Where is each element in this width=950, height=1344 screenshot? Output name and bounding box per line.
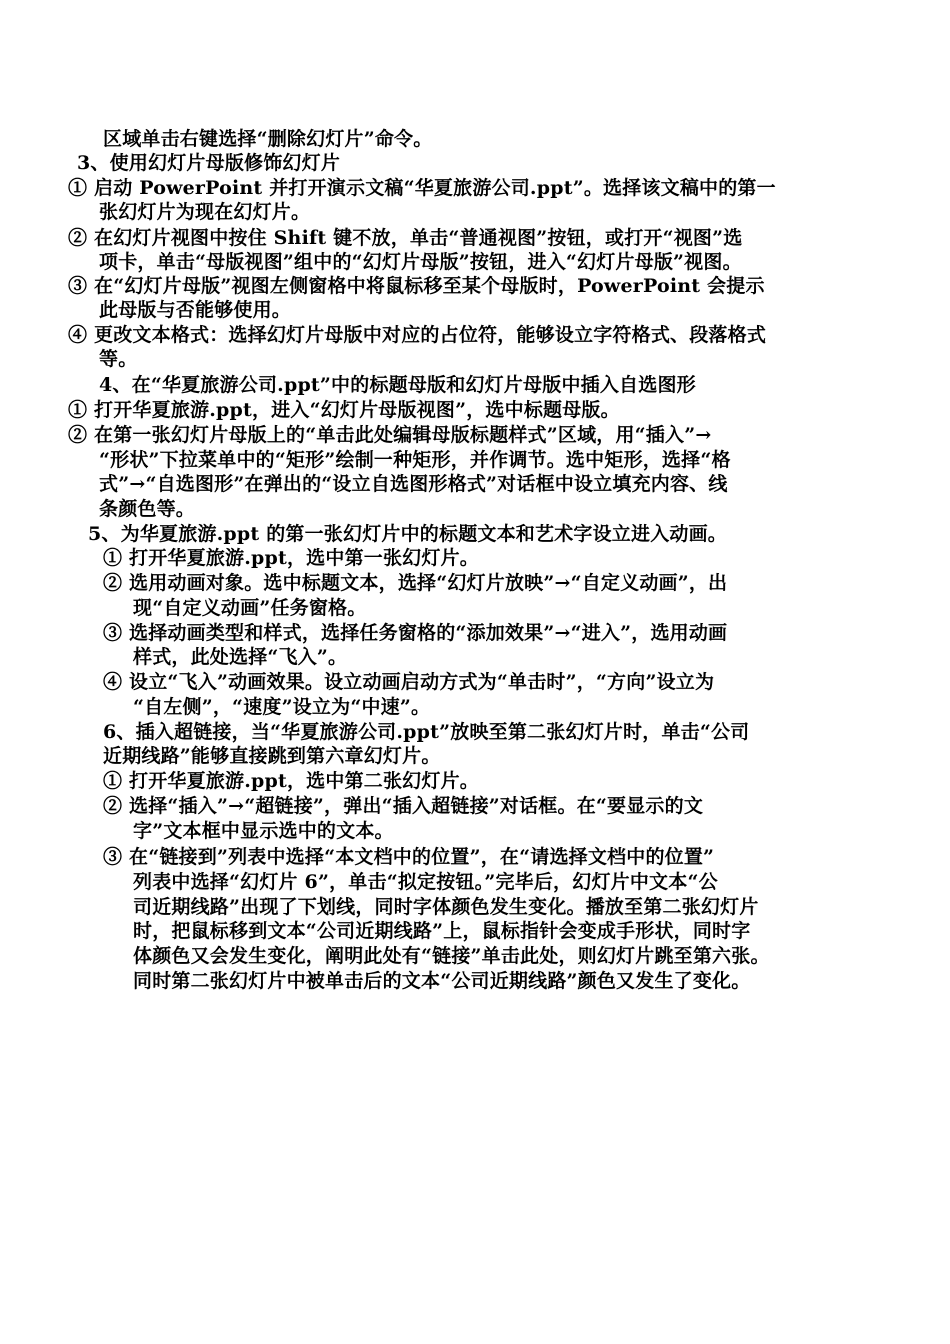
list-item: ④ 设立“飞入”动画效果。设立动画启动方式为“单击时”，“方向”设立为 — [103, 671, 715, 693]
text-line: 张幻灯片为现在幻灯片。 — [99, 201, 311, 223]
list-item: ① 启动 PowerPoint 并打开演示文稿“华夏旅游公司.ppt”。选择该文稿中的第一 — [68, 177, 776, 199]
section-heading: 6、插入超链接，当“华夏旅游公司.ppt”放映至第二张幻灯片时，单击“公司 — [103, 721, 750, 743]
text-line: 字”文本框中显示选中的文本。 — [133, 820, 394, 842]
text-line: 同时第二张幻灯片中被单击后的文本“公司近期线路”颜色又发生了变化。 — [133, 970, 751, 992]
section-heading: 4、在“华夏旅游公司.ppt”中的标题母版和幻灯片母版中插入自选图形 — [99, 374, 696, 396]
text-line: 现“自定义动画”任务窗格。 — [133, 597, 367, 619]
list-item: ③ 在“幻灯片母版”视图左侧窗格中将鼠标移至某个母版时，PowerPoint 会提示 — [68, 275, 765, 297]
text-line: 体颜色又会发生变化，阐明此处有“链接”单击此处，则幻灯片跳至第六张。 — [133, 945, 770, 967]
text-line: “形状”下拉菜单中的“矩形”绘制一种矩形，并作调节。选中矩形，选择“格 — [99, 449, 731, 471]
list-item: ① 打开华夏旅游.ppt，选中第一张幻灯片。 — [103, 547, 479, 569]
text-line: 等。 — [99, 348, 138, 370]
list-item: ② 在第一张幻灯片母版上的“单击此处编辑母版标题样式”区域，用“插入”→ — [68, 424, 712, 446]
list-item: ④ 更改文本格式：选择幻灯片母版中对应的占位符，能够设立字符格式、段落格式 — [68, 324, 767, 346]
text-line: 式”→“自选图形”在弹出的“设立自选图形格式”对话框中设立填充内容、线 — [99, 473, 728, 495]
text-line: 列表中选择“幻灯片 6”，单击“拟定按钮。”完毕后，幻灯片中文本“公 — [133, 871, 718, 893]
section-heading: 3、使用幻灯片母版修饰幻灯片 — [77, 152, 341, 174]
text-line: 近期线路”能够直接跳到第六章幻灯片。 — [103, 745, 441, 767]
text-line: 时，把鼠标移到文本“公司近期线路”上，鼠标指针会变成手形状，同时字 — [133, 920, 751, 942]
list-item: ① 打开华夏旅游.ppt，选中第二张幻灯片。 — [103, 770, 479, 792]
list-item: ② 选用动画对象。选中标题文本，选择“幻灯片放映”→“自定义动画”，出 — [103, 572, 728, 594]
section-heading: 5、为华夏旅游.ppt 的第一张幻灯片中的标题文本和艺术字设立进入动画。 — [88, 523, 727, 545]
text-line: 样式，此处选择“飞入”。 — [133, 646, 348, 668]
list-item: ② 选择“插入”→“超链接”，弹出“插入超链接”对话框。在“要显示的文 — [103, 795, 704, 817]
list-item: ① 打开华夏旅游.ppt，进入“幻灯片母版视图”，选中标题母版。 — [68, 399, 620, 421]
text-line: 此母版与否能够使用。 — [99, 299, 292, 321]
list-item: ③ 在“链接到”列表中选择“本文档中的位置”，在“请选择文档中的位置” — [103, 846, 715, 868]
list-item: ② 在幻灯片视图中按住 Shift 键不放，单击“普通视图”按钮，或打开“视图”选 — [68, 227, 743, 249]
text-line: “自左侧”，“速度”设立为“中速”。 — [133, 696, 431, 718]
text-line: 司近期线路”出现了下划线，同时字体颜色发生变化。播放至第二张幻灯片 — [133, 896, 759, 918]
text-line: 条颜色等。 — [99, 498, 196, 520]
text-line: 区域单击右键选择“删除幻灯片”命令。 — [103, 128, 433, 150]
list-item: ③ 选择动画类型和样式，选择任务窗格的“添加效果”→“进入”，选用动画 — [103, 622, 728, 644]
text-line: 项卡，单击“母版视图”组中的“幻灯片母版”按钮，进入“幻灯片母版”视图。 — [99, 251, 742, 273]
